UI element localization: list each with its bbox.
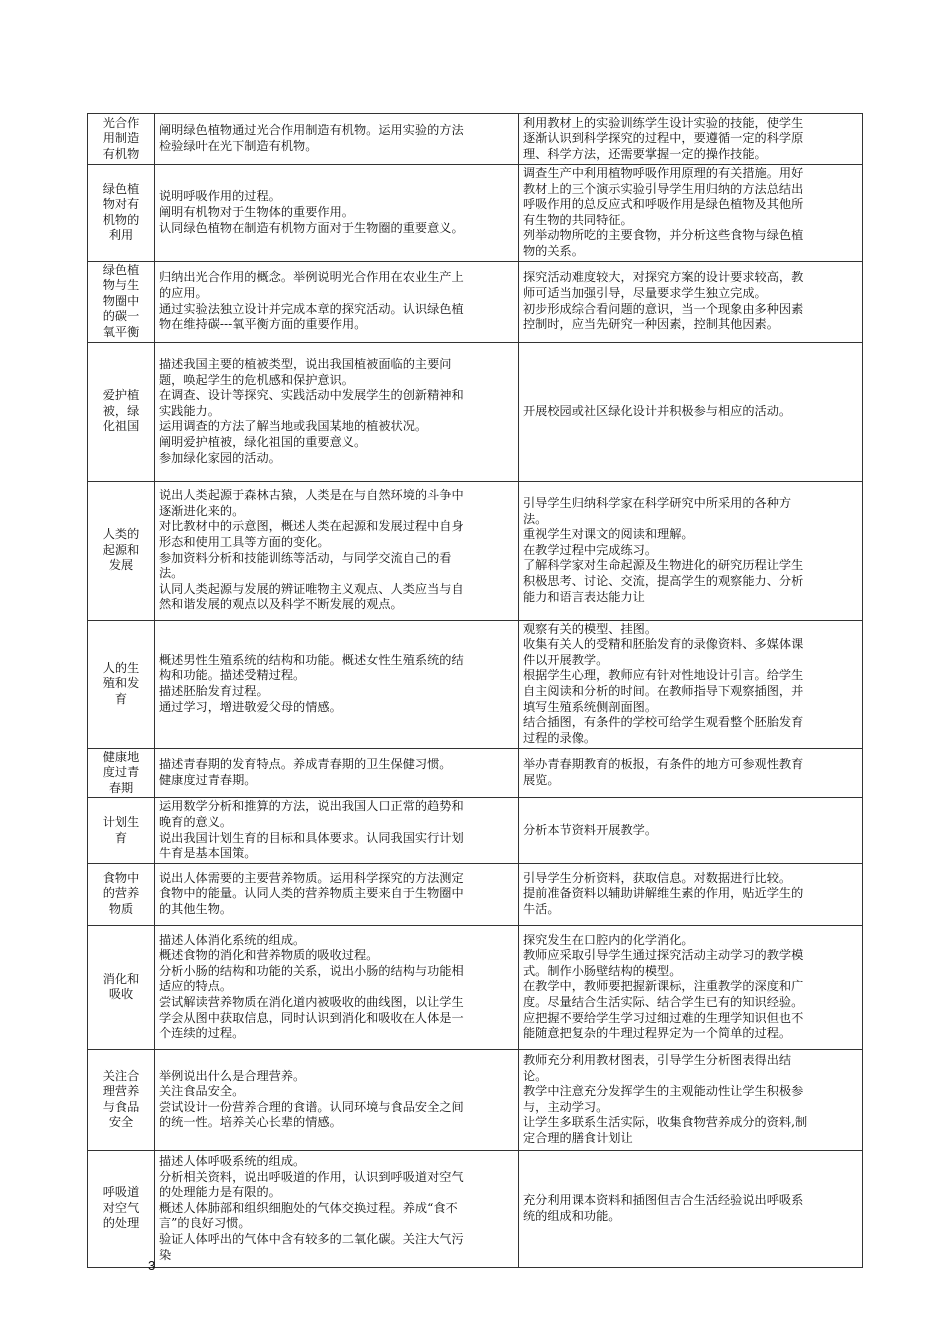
text-line: 在调查、设计等探究、实践活动中发展学生的创新精神和 <box>159 388 464 403</box>
text-line: 阐明爱护植被，绿化祖国的重要意义。 <box>159 434 367 449</box>
topic-cell <box>88 481 155 620</box>
text-line: 健康度过青春期。 <box>159 772 257 787</box>
text-line: 参加资料分析和技能训练等活动，与同学交流自己的看 <box>159 550 452 565</box>
text-line: 通过学习，增进敬爱父母的情感。 <box>159 699 342 714</box>
text-line: 分析本节资料开展教学。 <box>523 822 658 837</box>
text-line: 的应用。 <box>159 285 208 300</box>
text-line: 引导学生归纳科学家在科学研究中所采用的各种方 <box>523 495 792 510</box>
text-line: 度。尽量结合生活实际、结合学生已有的知识经验。 <box>523 994 804 1009</box>
curriculum-table <box>87 113 863 1268</box>
text-line: 充分利用课本资料和插图但吉合生活经验说出呼吸系 <box>523 1193 804 1208</box>
text-line: 观察有关的模型、挂图。 <box>523 621 658 636</box>
suggestions-cell <box>519 1150 863 1267</box>
text-line: 食物中的能量。认同人类的营养物质主要来自于生物圈中 <box>159 886 464 901</box>
text-line: 探究发生在口腔内的化学消化。 <box>523 932 694 947</box>
suggestions-cell <box>519 798 863 863</box>
objectives-cell <box>155 165 519 262</box>
topic-cell <box>88 342 155 481</box>
objectives-cell <box>155 925 519 1049</box>
suggestions-cell <box>519 114 863 165</box>
topic-cell <box>88 261 155 342</box>
text-line: 教材上的三个演示实验引导学生用归纳的方法总结出 <box>523 181 804 196</box>
text-line: 参加绿化家园的活动。 <box>159 450 281 465</box>
text-line: 提前准备资料以辅助讲解维生素的作用，贴近学生的 <box>523 886 804 901</box>
objectives-cell <box>155 863 519 925</box>
text-line: 描述胚胎发育过程。 <box>159 684 269 699</box>
objectives-cell <box>155 798 519 863</box>
text-line: 列举动物所吃的主要食物，并分析这些食物与绿色植 <box>523 228 804 243</box>
suggestions-cell <box>519 748 863 798</box>
table-row <box>88 114 863 165</box>
text-line: 氧平衡 <box>102 324 140 339</box>
text-line: 根据学生心理，教师应有针对性地设计引言。给学生 <box>523 668 804 683</box>
text-line: 实践能力。 <box>159 403 220 418</box>
text-line: 育 <box>114 691 128 706</box>
text-line: 与，主动学习。 <box>523 1099 609 1114</box>
text-line: 形态和使用工具等方面的变化。 <box>159 534 330 549</box>
text-line: 吸收 <box>108 987 134 1002</box>
text-line: 概述食物的消化和营养物质的吸收过程。 <box>159 948 379 963</box>
text-line: 调查生产中利用植物呼吸作用原理的有关措施。用好 <box>523 166 804 180</box>
text-line: 春期 <box>108 780 134 795</box>
suggestions-cell <box>519 342 863 481</box>
text-line: 关注合 <box>102 1068 140 1083</box>
text-line: 引导学生分析资料，获取信息。对数据进行比较。 <box>523 870 792 885</box>
text-line: 的其他生物。 <box>159 901 233 916</box>
text-line: 牛育是基本国策。 <box>159 846 257 861</box>
text-line: 说明呼吸作用的过程。 <box>159 189 281 204</box>
text-line: 的处理能力是有限的。 <box>159 1185 281 1200</box>
text-line: 论。 <box>523 1068 548 1083</box>
text-line: 学会从图中获取信息，同时认识到消化和吸收在人体是一 <box>159 1010 464 1025</box>
text-line: 绿色植 <box>102 181 140 196</box>
table-row <box>88 342 863 481</box>
objectives-cell <box>155 748 519 798</box>
text-line: 与食品 <box>102 1099 140 1114</box>
table-row <box>88 261 863 342</box>
text-line: 式。制作小肠壁结构的模型。 <box>523 963 682 978</box>
text-line: 物圈中 <box>102 293 140 308</box>
suggestions-cell <box>519 481 863 620</box>
text-line: 言”的良好习惯。 <box>159 1216 251 1231</box>
text-line: 对比教材中的示意图，概述人类在起源和发展过程中自身 <box>159 519 464 534</box>
text-line: 利用教材上的实验训练学生设计实验的技能，使学生 <box>523 115 804 130</box>
text-line: 安全 <box>108 1115 134 1130</box>
text-line: 让学生多联系生活实际，收集食物营养成分的资料,制 <box>523 1115 808 1130</box>
text-line: 育 <box>114 830 128 845</box>
text-line: 举例说出什么是合理营养。 <box>159 1068 306 1083</box>
text-line: 爱护植 <box>102 388 140 403</box>
text-line: 运用数学分析和推算的方法，说出我国人口正常的趋势和 <box>159 799 464 814</box>
table-row <box>88 1150 863 1267</box>
text-line: 物的关系。 <box>523 243 584 258</box>
text-line: 法。 <box>159 566 184 581</box>
topic-cell <box>88 863 155 925</box>
text-line: 展览。 <box>523 772 560 787</box>
text-line: 应把握不要给学生学习过细过难的生理学知识但也不 <box>523 1010 804 1025</box>
topic-cell <box>88 165 155 262</box>
text-line: 用制造 <box>102 131 140 146</box>
text-line: 染 <box>159 1247 172 1262</box>
text-line: 人的生 <box>102 660 140 675</box>
table-row <box>88 1049 863 1150</box>
text-line: 消化和 <box>102 971 140 986</box>
text-line: 控制时，应当先研究一种因素，控制其他因素。 <box>523 317 779 332</box>
text-line: 能力和语言表达能力让 <box>523 589 645 604</box>
text-line: 教师充分利用教材图表，引导学生分析图表得出结 <box>523 1052 792 1067</box>
objectives-cell <box>155 342 519 481</box>
text-line: 被，绿 <box>102 403 140 418</box>
text-line: 分析小肠的结构和功能的关系，说出小肠的结构与功能相 <box>159 963 464 978</box>
text-line: 教学中注意充分发挥学生的主观能动性让学生积极参 <box>523 1084 804 1099</box>
text-line: 验证人体呼出的气体中含有较多的二氧化碳。关注大气污 <box>159 1232 464 1247</box>
text-line: 分析相关资料，说出呼吸道的作用，认识到呼吸道对空气 <box>159 1169 464 1184</box>
text-line: 逐渐认识到科学探究的过程中，要遵循一定的科学原 <box>523 131 804 146</box>
text-line: 初步形成综合看问题的意识，当一个现象由多种因素 <box>523 301 804 316</box>
text-line: 检验绿叶在光下制造有机物。 <box>159 139 318 153</box>
text-line: 理营养 <box>102 1084 140 1099</box>
text-line: 认同人类起源与发展的辨证唯物主义观点、人类应当与自 <box>159 581 464 596</box>
text-line: 对空气 <box>102 1200 140 1215</box>
objectives-cell <box>155 620 519 748</box>
text-line: 呼吸作用的总反应式和呼吸作用是绿色植物及其他所 <box>523 197 804 212</box>
topic-cell <box>88 798 155 863</box>
text-line: 描述人体消化系统的组成。 <box>159 932 306 947</box>
text-line: 题，唤起学生的危机感和保护意识。 <box>159 372 354 387</box>
text-line: 结合插图，有条件的学校可给学生观看整个胚胎发育 <box>523 715 804 730</box>
text-line: 过程的录像。 <box>523 730 597 745</box>
topic-cell <box>88 620 155 748</box>
text-line: 有生物的共同特征。 <box>523 212 633 227</box>
topic-cell <box>88 748 155 798</box>
text-line: 然和谐发展的观点以及科学不断发展的观点。 <box>159 597 403 612</box>
text-line: 自主阅读和分析的时间。在教师指导下观察插图，并 <box>523 684 804 699</box>
topic-cell <box>88 1150 155 1267</box>
text-line: 度过青 <box>102 765 140 780</box>
text-line: 运用调查的方法了解当地或我国某地的植被状况。 <box>159 419 428 434</box>
text-line: 化祖国 <box>102 419 140 434</box>
suggestions-cell <box>519 925 863 1049</box>
text-line: 的统一性。培养关心长辈的情感。 <box>159 1115 342 1130</box>
objectives-cell <box>155 261 519 342</box>
text-line: 定合理的膳食计划让 <box>523 1130 633 1145</box>
text-line: 探究活动难度较大，对探究方案的设计要求较高，教 <box>523 270 804 285</box>
text-line: 的碳一 <box>102 309 140 324</box>
text-line: 描述我国主要的植被类型，说出我国植被面临的主要问 <box>159 356 452 371</box>
text-line: 通过实验法独立设计并完成本章的探究活动。认识绿色植 <box>159 301 464 316</box>
text-line: 阐明绿色植物通过光合作用制造有机物。运用实验的方法 <box>159 123 464 138</box>
table-row <box>88 925 863 1049</box>
suggestions-cell <box>519 620 863 748</box>
text-line: 尝试设计一份营养合理的食谱。认同环境与食品安全之间 <box>159 1099 464 1114</box>
text-line: 计划生 <box>102 814 140 829</box>
suggestions-cell <box>519 165 863 262</box>
text-line: 在教学过程中完成练习。 <box>523 542 658 557</box>
topic-cell <box>88 114 155 165</box>
text-line: 牛活。 <box>523 901 560 916</box>
table-row <box>88 798 863 863</box>
text-line: 健康地 <box>102 749 140 764</box>
text-line: 逐渐进化来的。 <box>159 503 245 518</box>
text-line: 殖和发 <box>102 676 140 691</box>
text-line: 理、科学方法，还需要掌握一定的操作技能。 <box>523 146 767 161</box>
text-line: 物与生 <box>102 278 140 293</box>
text-line: 适应的特点。 <box>159 979 233 994</box>
text-line: 概述男性生殖系统的结构和功能。概述女性生殖系统的结 <box>159 652 464 667</box>
text-line: 归纳出光合作用的概念。举例说明光合作用在农业生产上 <box>159 270 464 285</box>
text-line: 统的组成和功能。 <box>523 1208 621 1223</box>
page-number: 3 <box>148 1258 156 1273</box>
text-line: 描述人体呼吸系统的组成。 <box>159 1154 306 1169</box>
table-row <box>88 481 863 620</box>
text-line: 晚育的意义。 <box>159 814 233 829</box>
text-line: 法。 <box>523 511 548 526</box>
text-line: 个连续的过程。 <box>159 1026 245 1041</box>
text-line: 阐明有机物对于生物体的重要作用。 <box>159 204 354 219</box>
suggestions-cell <box>519 261 863 342</box>
text-line: 说出人类起源于森林古猿，人类是在与自然环境的斗争中 <box>159 488 464 503</box>
text-line: 机物的 <box>102 212 140 227</box>
text-line: 师可适当加强引导，尽量要求学生独立完成。 <box>523 285 767 300</box>
table-row <box>88 748 863 798</box>
text-line: 构和功能。描述受精过程。 <box>159 668 306 683</box>
text-line: 积极思考、讨论、交流，提高学生的观察能力、分析 <box>523 573 804 588</box>
text-line: 的营养 <box>102 886 140 901</box>
text-line: 概述人体肺部和组织细胞处的气体交换过程。养成“食不 <box>159 1200 458 1215</box>
objectives-cell <box>155 1150 519 1267</box>
table-row <box>88 863 863 925</box>
text-line: 人类的 <box>102 527 140 542</box>
objectives-cell <box>155 114 519 165</box>
table-row <box>88 165 863 262</box>
text-line: 物在维持碳---氧平衡方面的重要作用。 <box>159 317 367 332</box>
text-line: 举办青春期教育的板报，有条件的地方可参观性教育 <box>523 757 804 772</box>
text-line: 尝试解读营养物质在消化道内被吸收的曲线图，以让学生 <box>159 994 464 1009</box>
text-line: 光合作 <box>102 115 140 130</box>
text-line: 关注食品安全。 <box>159 1084 245 1099</box>
text-line: 在教学中，教师要把握新课标，注重教学的深度和广 <box>523 979 804 994</box>
text-line: 填写生殖系统侧剖面图。 <box>523 699 658 714</box>
table-row <box>88 620 863 748</box>
text-line: 教师应采取引导学生通过探究活动主动学习的教学模 <box>523 948 804 963</box>
text-line: 呼吸道 <box>102 1185 140 1200</box>
text-line: 重视学生对课文的阅读和理解。 <box>523 527 694 542</box>
text-line: 说出我国计划生育的目标和具体要求。认同我国实行计划 <box>159 830 464 845</box>
text-line: 件以开展教学。 <box>523 652 609 667</box>
text-line: 起源和 <box>102 542 140 557</box>
text-line: 有机物 <box>102 146 140 161</box>
text-line: 食物中 <box>102 870 140 885</box>
text-line: 物质 <box>108 901 134 916</box>
text-line: 发展 <box>108 558 134 573</box>
text-line: 物对有 <box>102 197 140 212</box>
text-line: 了解科学家对生命起源及生物进化的研究历程让学生 <box>523 558 804 573</box>
text-line: 能随意把复杂的牛理过程界定为一个简单的过程。 <box>523 1026 792 1041</box>
text-line: 收集有关人的受精和胚胎发育的录像资料、多媒体课 <box>523 637 804 652</box>
topic-cell <box>88 1049 155 1150</box>
suggestions-cell <box>519 1049 863 1150</box>
text-line: 利用 <box>108 228 134 243</box>
text-line: 绿色植 <box>102 262 140 277</box>
objectives-cell <box>155 481 519 620</box>
text-line: 描述青春期的发育特点。养成青春期的卫生保健习惯。 <box>159 757 452 772</box>
text-line: 认同绿色植物在制造有机物方面对于生物圈的重要意义。 <box>159 220 464 235</box>
objectives-cell <box>155 1049 519 1150</box>
text-line: 开展校园或社区绿化设计并积极参与相应的活动。 <box>523 403 792 418</box>
text-line: 说出人体需要的主要营养物质。运用科学探究的方法测定 <box>159 870 464 885</box>
topic-cell <box>88 925 155 1049</box>
suggestions-cell <box>519 863 863 925</box>
table-body <box>88 114 863 1268</box>
text-line: 的处理 <box>102 1216 140 1231</box>
